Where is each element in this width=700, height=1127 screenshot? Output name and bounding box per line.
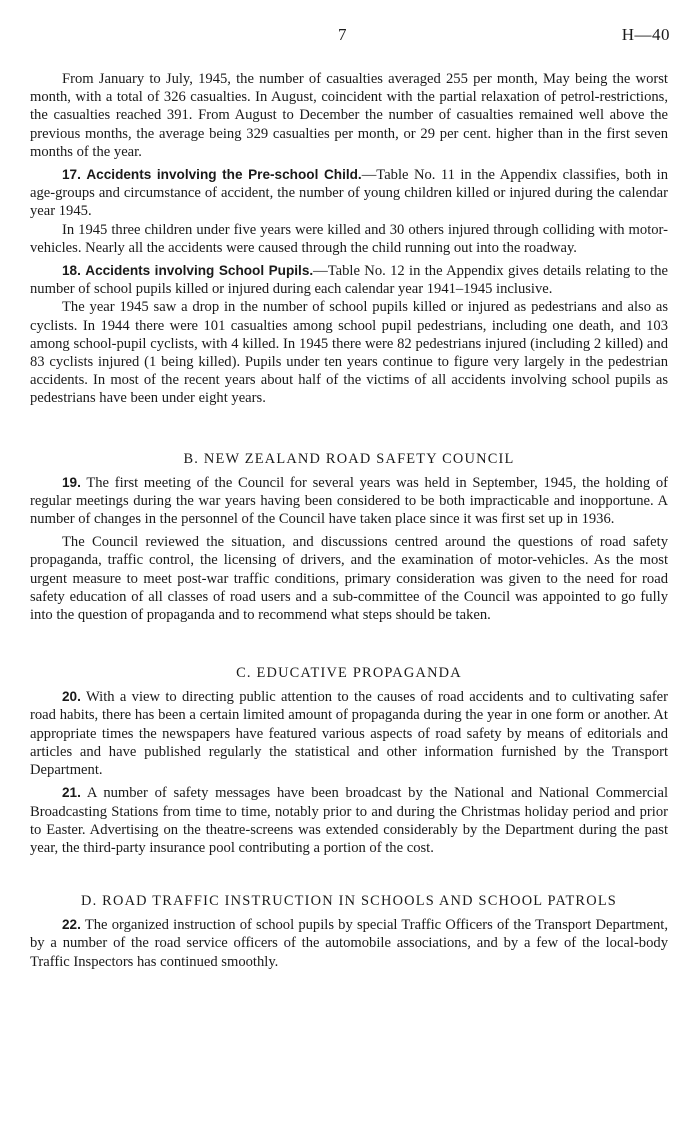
section-heading-b: B. NEW ZEALAND ROAD SAFETY COUNCIL xyxy=(183,450,515,467)
page-header xyxy=(0,26,700,48)
paragraph-section-18 xyxy=(30,262,668,298)
section-number: 21. xyxy=(62,785,81,801)
section-text: —Table No. 11 in the Appendix classifies, both in age-groups and circumstance of accident, the number of young children killed or injured during the calendar year 1945. xyxy=(30,167,668,220)
paragraph-section-21 xyxy=(30,784,668,857)
section-text: —Table No. 12 in the Appendix gives details relating to the number of school pupils killed or injured during each calendar year 1941–1945 inclusive. xyxy=(30,263,668,298)
paragraph-section-19 xyxy=(30,474,668,529)
section-text: With a view to directing public attention to the causes of road accidents and to cultivating safer road habits, there has been a certain limited amount of propaganda during the year in one form or another. At appropriate times the newspapers have featured various aspects of road safety by means of editorials and articles and have published regularly the statistical and other information furnished by the Transport Department. xyxy=(30,689,669,779)
paragraph-casualties: From January to July, 1945, the number of casualties averaged 255 per month, May being the worst month, with a total of 326 casualties. In August, coincident with the partial relaxation of petrol-restrictions, the casualties reached 391. From August to December the number of casualties remained well above the previous months, the average being 329 casualties per month, or 29 per cent. higher than in the first seven months of the year. xyxy=(30,71,668,160)
paragraph-school-pupils-details: The year 1945 saw a drop in the number of school pupils killed or injured as pedestrians and also as cyclists. In 1944 there were 101 casualties among school pupil pedestrians, including one death, and 103 among school-pupil cyclists, with 4 killed. In 1945 there were 82 pedestrians injured (including 2 killed) and 83 cyclists injured (1 being killed). Pupils under ten years continue to figure very largely in the pedestrian accidents. In most of the recent years about half of the victims of all accidents involving school pupils as pedestrians have been under eight years. xyxy=(30,299,668,407)
page-number: 7 xyxy=(338,25,347,44)
paragraph-section-20 xyxy=(30,688,668,779)
section-number: 17. xyxy=(62,167,81,183)
section-text: The first meeting of the Council for several years was held in September, 1945, the holding of regular meetings during the war years having been considered to be both impracticable and inopportune. A number of changes in the personnel of the Council have taken place since it was first set up in 1936. xyxy=(30,474,669,528)
document-reference: H—40 xyxy=(621,25,670,44)
section-number: 19. xyxy=(62,474,81,490)
page-body xyxy=(30,70,668,971)
paragraph-section-17 xyxy=(30,166,668,221)
section-heading-c: C. EDUCATIVE PROPAGANDA xyxy=(236,665,462,682)
paragraph-section-22 xyxy=(30,916,668,971)
section-text: The organized instruction of school pupils by special Traffic Officers of the Transport Department, by a number of the road service officers of the automobile associations, and by a few of the local-body Traffic Inspectors has continued smoothly. xyxy=(30,917,668,970)
section-number: 22. xyxy=(62,917,81,933)
section-heading-d: D. ROAD TRAFFIC INSTRUCTION IN SCHOOLS AND SCHOOL PATROLS xyxy=(80,893,618,910)
paragraph-council-review: The Council reviewed the situation, and discussions centred around the questions of road safety propaganda, traffic control, the licensing of drivers, and the examination of motor-vehicles. As the most urgent measure to meet post-war traffic conditions, primary consideration was given to the need for road safety education of all classes of road users and a sub-committee of the Council was appointed to go fully into the question of propaganda and to recommend what steps should be taken. xyxy=(30,534,668,624)
section-heading: Accidents involving School Pupils. xyxy=(85,263,314,279)
paragraph-preschool-details: In 1945 three children under five years were killed and 30 others injured through colliding with motor-vehicles. Nearly all the accidents were caused through the child running out into the roadway. xyxy=(30,221,668,256)
section-number: 20. xyxy=(62,689,81,705)
section-text: A number of safety messages have been broadcast by the National and National Commercial Broadcasting Stations from time to time, notably prior to and during the Christmas holiday period and prior to Easter. Advertising on the theatre-screens was extended considerably by the Department during the past year, the third-party insurance pool contributing a portion of the cost. xyxy=(30,785,668,856)
section-number: 18. xyxy=(62,263,81,279)
section-heading: Accidents involving the Pre-school Child. xyxy=(86,167,362,183)
